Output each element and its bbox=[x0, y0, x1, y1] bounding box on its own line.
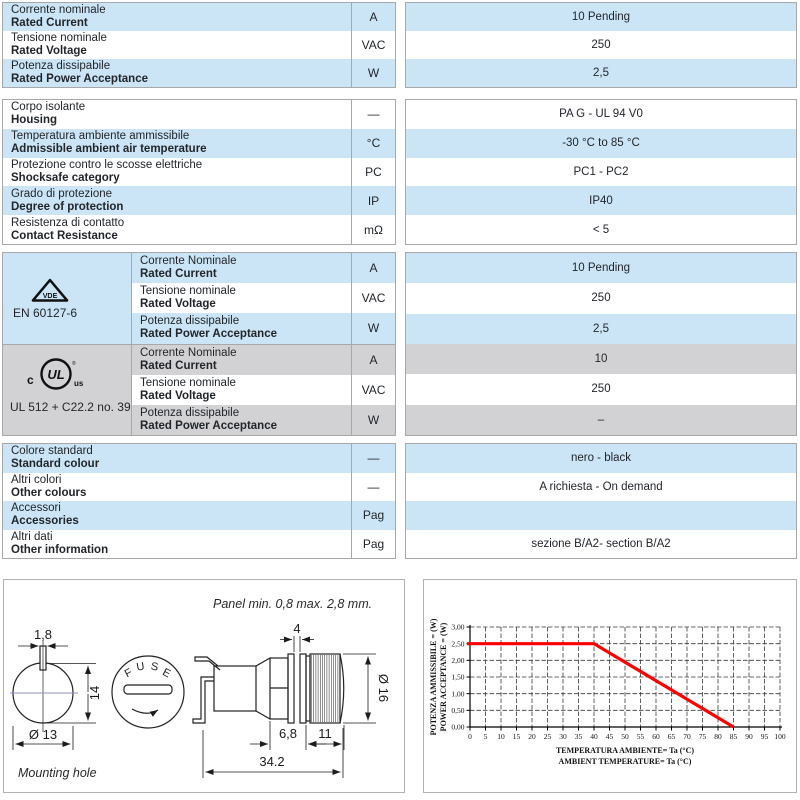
svg-text:100: 100 bbox=[774, 732, 786, 741]
label-italian: Altri dati bbox=[11, 530, 53, 543]
dim-hole-height: 14 bbox=[87, 685, 102, 701]
value-cell: 10 Pending bbox=[406, 3, 796, 31]
label-italian: Temperatura ambiente ammissibile bbox=[11, 130, 190, 143]
derating-chart-box bbox=[423, 579, 797, 793]
label-english: Rated Voltage bbox=[140, 389, 216, 402]
svg-text:0: 0 bbox=[468, 732, 472, 741]
label-english: Admissible ambient air temperature bbox=[11, 143, 207, 156]
unit-cell: VAC bbox=[351, 31, 395, 59]
technical-drawing bbox=[4, 580, 404, 792]
svg-text:TEMPERATURA AMBIENTE= Ta (°C): TEMPERATURA AMBIENTE= Ta (°C) bbox=[555, 746, 695, 755]
value-cell: – bbox=[406, 405, 796, 435]
svg-text:85: 85 bbox=[729, 732, 738, 741]
vde-logo-icon bbox=[31, 278, 69, 303]
spec-row bbox=[3, 215, 395, 244]
spec-row bbox=[132, 283, 395, 313]
value-cell: -30 °C to 85 °C bbox=[406, 129, 796, 158]
ul-standard-label: UL 512 + C22.2 no. 39 bbox=[10, 399, 131, 414]
spec-row bbox=[3, 186, 395, 215]
value-cell: nero - black bbox=[406, 444, 796, 473]
label-english: Other colours bbox=[11, 486, 87, 499]
label-english: Rated Current bbox=[140, 268, 217, 281]
svg-text:80: 80 bbox=[714, 732, 722, 741]
technical-drawing-box bbox=[3, 579, 405, 793]
dim-panel-gap: 4 bbox=[293, 621, 301, 636]
spec-row bbox=[132, 253, 395, 283]
unit-cell: — bbox=[351, 100, 395, 129]
svg-text:55: 55 bbox=[636, 732, 645, 741]
unit-cell: VAC bbox=[351, 375, 395, 405]
svg-text:35: 35 bbox=[574, 732, 583, 741]
other-labels-box bbox=[2, 443, 396, 559]
vde-logo-cell bbox=[3, 253, 132, 344]
ratings-labels-box bbox=[2, 2, 396, 88]
value-cell: 2,5 bbox=[406, 59, 796, 87]
unit-cell: °C bbox=[351, 129, 395, 158]
label-italian: Potenza dissipabile bbox=[140, 406, 240, 419]
general-section bbox=[0, 99, 800, 245]
spec-label bbox=[3, 501, 351, 530]
general-labels-box bbox=[2, 99, 396, 245]
label-italian: Colore standard bbox=[11, 445, 93, 458]
svg-text:90: 90 bbox=[745, 732, 753, 741]
svg-text:50: 50 bbox=[621, 732, 629, 741]
spec-row bbox=[3, 129, 395, 158]
fuse-letter: E bbox=[160, 666, 173, 681]
label-italian: Corrente nominale bbox=[11, 4, 106, 17]
dim-mid-len: 6,8 bbox=[278, 726, 298, 741]
value-cell: 2,5 bbox=[406, 314, 796, 344]
label-italian: Altri colori bbox=[11, 473, 62, 486]
value-cell: sezione B/A2- section B/A2 bbox=[406, 530, 796, 559]
label-english: Rated Current bbox=[140, 359, 217, 372]
unit-cell: A bbox=[351, 253, 395, 283]
svg-text:1,00: 1,00 bbox=[451, 689, 465, 699]
spec-row bbox=[3, 530, 395, 559]
value-cell: 250 bbox=[406, 283, 796, 313]
panel-note: Panel min. 0,8 max. 2,8 mm. bbox=[213, 597, 373, 611]
label-english: Rated Power Acceptance bbox=[140, 328, 277, 341]
ul-approval-group bbox=[3, 344, 395, 436]
unit-cell: Pag bbox=[351, 501, 395, 530]
ratings-section bbox=[0, 2, 800, 88]
spec-label bbox=[3, 129, 351, 158]
spec-row bbox=[3, 31, 395, 59]
fuse-letter: U bbox=[135, 660, 146, 674]
spec-row bbox=[3, 444, 395, 473]
label-english: Degree of protection bbox=[11, 200, 124, 213]
spec-row bbox=[3, 3, 395, 31]
svg-text:25: 25 bbox=[543, 732, 552, 741]
value-cell: PC1 - PC2 bbox=[406, 158, 796, 187]
value-cell: 10 bbox=[406, 344, 796, 374]
svg-text:POWER ACCEPTANCE = (W): POWER ACCEPTANCE = (W) bbox=[439, 622, 448, 732]
svg-text:UL: UL bbox=[47, 366, 65, 382]
label-italian: Potenza dissipabile bbox=[140, 315, 240, 328]
svg-text:AMBIENT TEMPERATURE= Ta (°C): AMBIENT TEMPERATURE= Ta (°C) bbox=[558, 757, 692, 766]
label-italian: Resistenza di contatto bbox=[11, 216, 125, 229]
fuse-letter: S bbox=[149, 660, 160, 674]
spec-label bbox=[132, 313, 351, 343]
svg-text:POTENZA AMMISSIBILE = (W): POTENZA AMMISSIBILE = (W) bbox=[429, 618, 438, 736]
unit-cell: W bbox=[351, 59, 395, 87]
value-cell: A richiesta - On demand bbox=[406, 473, 796, 502]
value-cell: 10 Pending bbox=[406, 253, 796, 283]
label-italian: Potenza dissipabile bbox=[11, 60, 111, 73]
unit-cell: W bbox=[351, 405, 395, 435]
spec-label bbox=[3, 59, 351, 87]
svg-text:20: 20 bbox=[528, 732, 536, 741]
svg-text:0,00: 0,00 bbox=[451, 722, 465, 732]
ratings-values-box bbox=[405, 2, 797, 88]
spec-label bbox=[132, 345, 351, 375]
svg-text:2,50: 2,50 bbox=[451, 639, 465, 649]
svg-text:65: 65 bbox=[667, 732, 676, 741]
spec-label bbox=[3, 473, 351, 502]
unit-cell: IP bbox=[351, 186, 395, 215]
svg-text:30: 30 bbox=[559, 732, 567, 741]
svg-text:c: c bbox=[27, 372, 34, 387]
svg-text:5: 5 bbox=[483, 732, 488, 741]
svg-text:VDE: VDE bbox=[42, 292, 58, 301]
other-values-box bbox=[405, 443, 797, 559]
spec-label bbox=[3, 100, 351, 129]
fuse-letter: F bbox=[122, 666, 135, 681]
svg-text:70: 70 bbox=[683, 732, 691, 741]
label-english: Rated Power Acceptance bbox=[11, 73, 148, 85]
spec-label bbox=[132, 375, 351, 405]
svg-text:75: 75 bbox=[698, 732, 707, 741]
derating-chart-holder bbox=[424, 580, 796, 792]
label-english: Other information bbox=[11, 543, 109, 556]
label-italian: Protezione contro le scosse elettriche bbox=[11, 159, 203, 171]
dim-cap-len: 11 bbox=[318, 726, 332, 741]
spec-row bbox=[3, 59, 395, 87]
unit-cell: VAC bbox=[351, 283, 395, 313]
value-cell: IP40 bbox=[406, 186, 796, 215]
derating-chart bbox=[424, 580, 796, 792]
label-english: Rated Voltage bbox=[140, 298, 216, 311]
svg-text:45: 45 bbox=[605, 732, 614, 741]
svg-text:1,50: 1,50 bbox=[451, 672, 465, 682]
label-english: Rated Voltage bbox=[11, 45, 87, 57]
unit-cell: Pag bbox=[351, 530, 395, 559]
spec-row bbox=[132, 345, 395, 375]
label-english: Contact Resistance bbox=[11, 229, 118, 242]
vde-approval-group bbox=[3, 253, 395, 344]
label-italian: Tensione nominale bbox=[11, 32, 107, 45]
value-cell: 250 bbox=[406, 374, 796, 404]
spec-label bbox=[3, 3, 351, 31]
label-italian: Accessori bbox=[11, 502, 61, 515]
vde-spec-rows bbox=[132, 253, 395, 344]
label-english: Rated Current bbox=[11, 17, 88, 29]
spec-row bbox=[3, 100, 395, 129]
other-section bbox=[0, 443, 800, 559]
dim-keyway: 1,8 bbox=[33, 627, 53, 642]
svg-text:2,00: 2,00 bbox=[451, 655, 465, 665]
unit-cell: — bbox=[351, 473, 395, 502]
spec-label bbox=[132, 253, 351, 283]
svg-text:®: ® bbox=[72, 360, 76, 367]
approvals-section bbox=[0, 252, 800, 436]
label-italian: Grado di protezione bbox=[11, 187, 113, 200]
svg-text:40: 40 bbox=[590, 732, 598, 741]
spec-row bbox=[132, 375, 395, 405]
label-italian: Tensione nominale bbox=[140, 285, 236, 298]
value-cell bbox=[406, 501, 796, 530]
label-italian: Corpo isolante bbox=[11, 101, 86, 114]
derating-line bbox=[467, 644, 734, 727]
spec-label bbox=[3, 215, 351, 244]
label-english: Standard colour bbox=[11, 458, 100, 471]
fuse-cap-circle bbox=[112, 656, 184, 728]
spec-label bbox=[3, 444, 351, 473]
value-cell: 250 bbox=[406, 31, 796, 59]
ul-logo-cell bbox=[3, 345, 132, 436]
label-english: Rated Power Acceptance bbox=[140, 419, 277, 432]
svg-text:95: 95 bbox=[760, 732, 769, 741]
label-english: Accessories bbox=[11, 515, 79, 528]
spec-label bbox=[3, 31, 351, 59]
spec-label bbox=[3, 186, 351, 215]
approvals-labels-box bbox=[2, 252, 396, 436]
label-italian: Corrente Nominale bbox=[140, 346, 237, 359]
ul-spec-rows bbox=[132, 345, 395, 436]
label-english: Housing bbox=[11, 114, 57, 127]
svg-text:3,00: 3,00 bbox=[451, 622, 465, 632]
label-english: Shocksafe category bbox=[11, 171, 120, 184]
unit-cell: — bbox=[351, 444, 395, 473]
label-italian: Tensione nominale bbox=[140, 376, 236, 389]
unit-cell: mΩ bbox=[351, 215, 395, 244]
spec-row bbox=[3, 501, 395, 530]
svg-text:us: us bbox=[74, 378, 84, 388]
spec-row bbox=[132, 405, 395, 435]
svg-text:15: 15 bbox=[512, 732, 521, 741]
spec-label bbox=[132, 405, 351, 435]
svg-text:10: 10 bbox=[497, 732, 505, 741]
spec-label bbox=[3, 530, 351, 559]
dim-hole-dia: Ø 13 bbox=[28, 727, 58, 742]
value-cell: PA G - UL 94 V0 bbox=[406, 100, 796, 129]
label-italian: Corrente Nominale bbox=[140, 255, 237, 268]
spec-row bbox=[3, 158, 395, 187]
svg-text:0,50: 0,50 bbox=[451, 705, 465, 715]
ul-logo-icon bbox=[25, 355, 93, 393]
unit-cell: A bbox=[351, 3, 395, 31]
vde-standard-label: EN 60127-6 bbox=[13, 306, 78, 320]
unit-cell: A bbox=[351, 345, 395, 375]
unit-cell: W bbox=[351, 313, 395, 343]
mounting-hole-label: Mounting hole bbox=[18, 766, 97, 780]
spec-label bbox=[132, 283, 351, 313]
holder-body bbox=[214, 666, 256, 711]
spec-row bbox=[3, 473, 395, 502]
value-cell: < 5 bbox=[406, 215, 796, 244]
spec-label bbox=[3, 158, 351, 187]
unit-cell: PC bbox=[351, 158, 395, 187]
approvals-values-box bbox=[405, 252, 797, 436]
spec-row bbox=[132, 313, 395, 343]
dim-total-len: 34.2 bbox=[259, 754, 285, 769]
dim-cap-dia: Ø 16 bbox=[376, 673, 391, 703]
general-values-box bbox=[405, 99, 797, 245]
svg-text:60: 60 bbox=[652, 732, 660, 741]
turn-arrow-icon bbox=[132, 709, 158, 713]
